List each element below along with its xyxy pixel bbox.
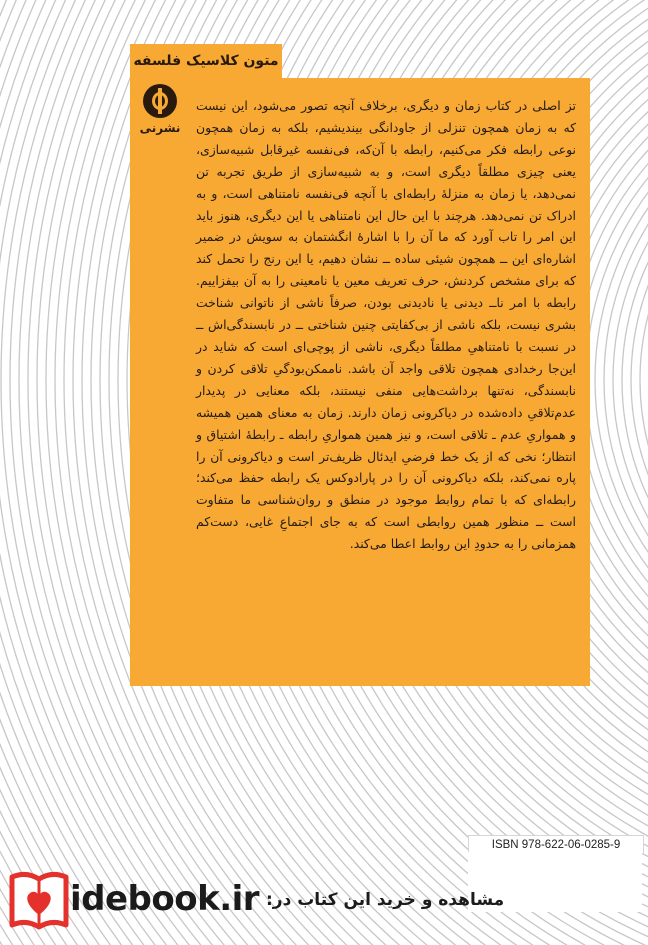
publisher-name: نشرنی [139, 121, 181, 135]
reed-icon [143, 84, 177, 118]
series-title: متون کلاسیک فلسفه [130, 44, 282, 78]
background-arc [622, 102, 648, 658]
watermark-brand: idebook.ir [70, 879, 260, 919]
book-heart-icon [6, 871, 72, 933]
isbn-label: ISBN 978-622-06-0285-9 [468, 835, 644, 854]
watermark-call-to-action: مشاهده و خرید این کتاب در: [266, 890, 505, 910]
idebook-watermark[interactable] [0, 855, 648, 945]
publisher-logo [138, 84, 182, 142]
blurb-paragraph: تز اصلی در کتاب زمان و دیگری، برخلاف آنچه تصور می‌شود، این نیست که به زمان همچون تنزلی از جاودانگی بیندیشیم، بلکه به زمان همچون نوعی رابطه فکر می‌کنیم، رابطه با آن‌که، فی‌نفسه غیرقابل شبیه‌سازی، یعنی چیزی مطلقاً دیگری است، و به شبیه‌سازی از طریق تجربه تن نمی‌دهد، یا زمان به منزلهٔ رابطه‌ای با آنچه فی‌نفسه نامتناهی است، و به ادراک تن نمی‌دهد. هرچند با این حال این نامتناهی یا این دیگری، هنوز باید این امر را تاب آورد که ما آن را با اشارهٔ انگشتمان به سویش در ضمیر اشاره‌ای این ــ همچون شیئی ساده ــ نشان دهیم، یا این رنج را تحمل کند که برای مشخص کردنش، حرف تعریف معین یا نامعینی را به آن بیفزاییم. رابطه با امر نا‌ــ دیدنی یا نادیدنی بودن، صرفاً ناشی از ناتوانی شناخت بشری نیست، بلکه ناشی از بی‌کفایتی چنین شناختی ــ در نابسندگی‌اش ــ در نسبت با نامتناهیِ مطلقاً دیگری، ناشی از پوچی‌ای است که شاید در این‌جا رخدادی همچون تلاقی واجد آن باشد. ناممکن‌بودگیِ تلاقی کردن و نابسندگی، نه‌تنها برداشت‌هایی منفی نیستند، بلکه معنایی در پدیدار عدم‌تلاقیِ داده‌شده در دیاکرونی زمان دارند. زمان به معنای همین همیشه و همواریِ عدم ـ تلاقی است، و نیز همین همواریِ رابطه ـ رابطهٔ اشتیاق و انتظار؛ نخی که از یک خط فرضیِ ایدئال ظریف‌تر است و دیاکرونی آن را پاره نمی‌کند، بلکه دیاکرونی آن را در پارادوکس یک رابطه حفظ می‌کند؛ رابطه‌ای که با تمام روابط موجود در منطق و روان‌شناسی ما متفاوت است ــ منظور همین روابطی است که به جای اجتماعِ غایی، دست‌کم همزمانی را به حدودِ این روابط اعطا می‌کند. [196, 98, 576, 552]
